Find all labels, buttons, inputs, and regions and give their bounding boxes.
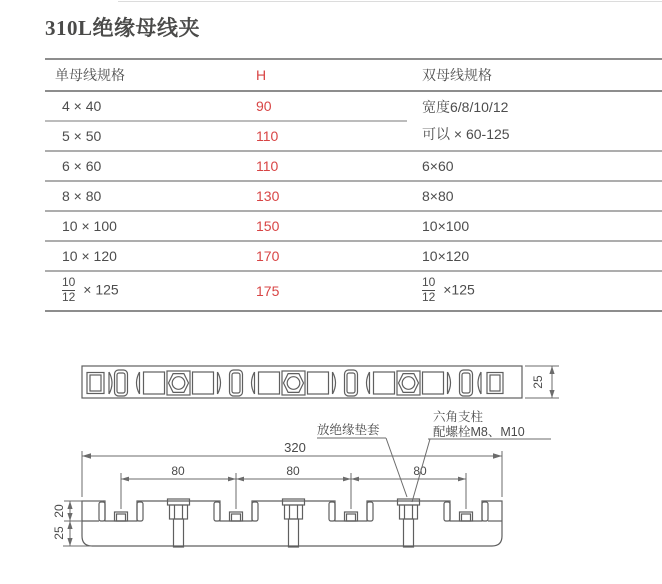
- dim-text-80-3: 80: [413, 464, 427, 478]
- dim-heights: [63, 501, 103, 546]
- cell-h: 130: [241, 181, 407, 211]
- page-top-rule: [118, 1, 662, 2]
- fraction-denominator: 12: [62, 289, 76, 304]
- table-row: [45, 91, 662, 121]
- clip-bracket: [478, 372, 481, 394]
- label-sleeve: 放绝缘垫套: [317, 423, 380, 437]
- clamp-body: [82, 501, 502, 546]
- cell-single: 4 × 40: [45, 91, 241, 121]
- table-row: [45, 241, 662, 271]
- header-double: 双母线规格: [407, 59, 662, 91]
- top-view: [82, 366, 559, 398]
- fraction: [62, 276, 75, 303]
- insulation-pegs: [115, 512, 473, 521]
- header-h: H: [241, 59, 407, 91]
- cell-single-fraction: [45, 271, 241, 311]
- cell-double: 8×80: [407, 181, 662, 211]
- fraction-numerator: 10: [422, 275, 436, 290]
- table-row: [45, 181, 662, 211]
- merged-line1: 宽度6/8/10/12: [422, 99, 509, 116]
- header-single: 单母线规格: [45, 59, 241, 91]
- fraction-numerator: 10: [62, 275, 76, 290]
- technical-drawing: [0, 340, 662, 584]
- dim-text-25-topview: 25: [531, 375, 545, 389]
- cell-h: 110: [241, 121, 407, 151]
- table-row: [45, 211, 662, 241]
- table-row: [45, 151, 662, 181]
- fraction: [422, 276, 435, 303]
- cell-h: 110: [241, 151, 407, 181]
- cell-single: 10 × 100: [45, 211, 241, 241]
- cell-h: 90: [241, 91, 407, 121]
- cell-single: 10 × 120: [45, 241, 241, 271]
- dim-text-320: 320: [284, 440, 306, 455]
- clamp-cell: [367, 371, 451, 395]
- end-cap: [487, 373, 503, 394]
- dim-text-20: 20: [52, 504, 66, 518]
- dim-text-25-frontview: 25: [52, 526, 66, 540]
- label-pillar-line1: 六角支柱: [433, 410, 484, 424]
- cell-double: 10×120: [407, 241, 662, 271]
- dim-text-80-1: 80: [171, 464, 185, 478]
- dim-text-80-2: 80: [286, 464, 300, 478]
- hex-bolts: [168, 499, 420, 547]
- clamp-cell: [252, 371, 336, 395]
- fraction-denominator: 12: [422, 289, 436, 304]
- cell-h: 150: [241, 211, 407, 241]
- cell-h: 175: [256, 283, 280, 299]
- cell-single: 6 × 60: [45, 151, 241, 181]
- cell-double-merged: [407, 91, 662, 151]
- clip-bracket: [109, 372, 112, 394]
- clamp-cell: [137, 371, 221, 395]
- fraction-rest: × 125: [83, 281, 119, 298]
- cell-single: 5 × 50: [45, 121, 241, 151]
- callout-sleeve: [317, 422, 407, 497]
- cell-double: 10×100: [407, 211, 662, 241]
- cell-double-fraction: [407, 271, 662, 311]
- table-row: [45, 271, 662, 311]
- table-header-row: [45, 59, 662, 91]
- fraction-rest: ×125: [443, 281, 475, 298]
- label-pillar-line2: 配螺栓M8、M10: [433, 425, 525, 439]
- merged-line2: 可以 × 60-125: [422, 126, 510, 142]
- front-view: [52, 409, 551, 547]
- cell-h: 170: [241, 241, 407, 271]
- dim-80-group: [121, 473, 466, 509]
- cell-double: 6×60: [407, 151, 662, 181]
- cell-single: 8 × 80: [45, 181, 241, 211]
- spec-table: [45, 58, 662, 312]
- page-title: 310L绝缘母线夹: [45, 16, 201, 40]
